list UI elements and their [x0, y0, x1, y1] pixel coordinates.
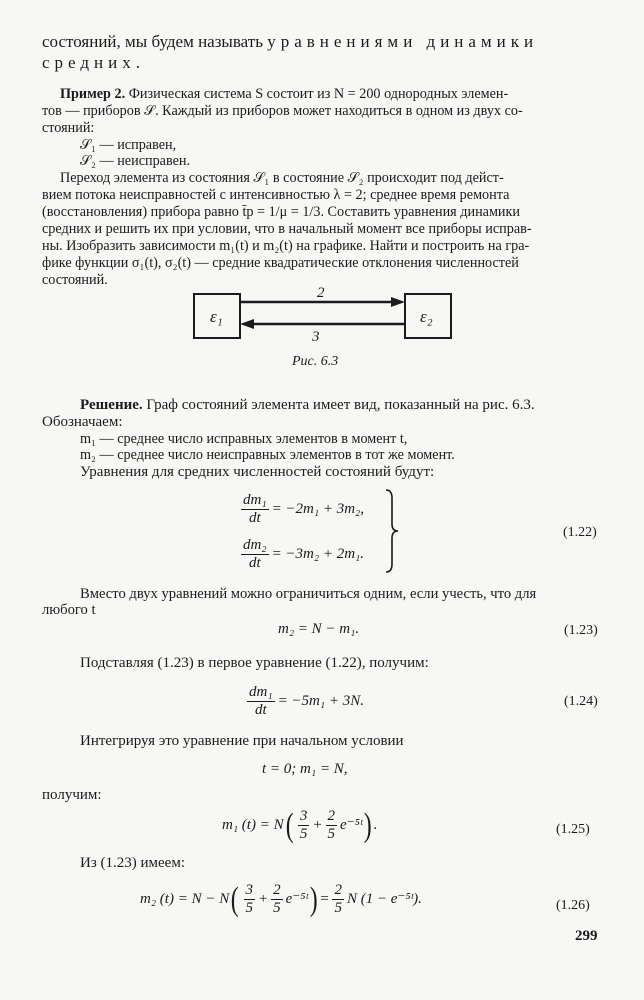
header-line-2: средних.	[42, 53, 145, 72]
header-line-1: состояний, мы будем называть уравнениями динамики	[42, 32, 539, 51]
example-line: стояний:	[42, 120, 95, 136]
right-brace-icon	[384, 488, 400, 574]
state-1-label: ε₁	[210, 307, 223, 326]
equation-number-1-23: (1.23)	[564, 623, 598, 638]
example-first-line: Пример 2. Физическая система S состоит из N = 200 однородных элемен-	[60, 86, 509, 102]
page-number: 299	[575, 928, 598, 944]
initial-condition: t = 0; m₁ = N,	[262, 761, 348, 777]
equation-1-25: m₁ (t) = N( $\frac{3}{5}$ + $\frac{2}{5}$ e⁻⁵ᵗ) .	[222, 806, 378, 844]
example-line: средних и решить их при условии, что в начальный момент все приборы исправ-	[42, 221, 532, 237]
paragraph-line: Вместо двух уравнений можно ограничиться одним, если учесть, что для	[80, 586, 537, 602]
equation-1-26: m₂ (t) = N − N( $\frac{3}{5}$ + $\frac{2}{5}$ e⁻⁵ᵗ) = $\frac{2}{5}$ N (1 − e⁻⁵ᵗ).	[140, 880, 422, 918]
solution-line: Уравнения для средних численностей состояний будут:	[80, 464, 435, 480]
paragraph-line: Интегрируя это уравнение при начальном условии	[80, 733, 404, 749]
equation-1-22-top: $\frac{\text{dm₁}}{dt}$ = −2m₁ + 3m₂,	[243, 492, 365, 527]
equation-number-1-25: (1.25)	[556, 822, 590, 837]
solution-line: m₂ — среднее число неисправных элементов в тот же момент.	[80, 447, 455, 463]
example-line: Переход элемента из состояния 𝒮₁ в состояние 𝒮₂ происходит под дейст-	[60, 170, 504, 186]
equation-number-1-24: (1.24)	[564, 694, 598, 709]
equation-1-24: $\frac{\text{dm₁}}{dt}$ = −5m₁ + 3N.	[249, 684, 364, 719]
example-line: 𝒮₂ — неисправен.	[80, 153, 191, 169]
example-line: (восстановления) прибора равно t̄р = 1/μ = 1/3. Составить уравнения динамики	[42, 204, 521, 220]
example-line: вием потока неисправностей с интенсивностью λ = 2; среднее время ремонта	[42, 187, 510, 203]
equation-number-1-22: (1.22)	[563, 525, 597, 540]
example-line: 𝒮₁ — исправен,	[80, 137, 177, 153]
example-line: фике функции σ₁(t), σ₂(t) — средние квадратические отклонения численностей	[42, 255, 519, 271]
example-line: тов — приборов 𝒮. Каждый из приборов может находиться в одном из двух со-	[42, 103, 523, 119]
arrowhead-right-icon	[391, 297, 405, 307]
equation-number-1-26: (1.26)	[556, 898, 590, 913]
solution-line: Обозначаем:	[42, 414, 123, 430]
paragraph-line: Подставляя (1.23) в первое уравнение (1.22), получим:	[80, 655, 429, 671]
arrow-bottom-label: 3	[312, 329, 320, 345]
solution-line: m₁ — среднее число исправных элементов в момент t,	[80, 431, 408, 447]
state-2-label: ε₂	[420, 307, 433, 326]
example-line: ны. Изобразить зависимости m₁(t) и m₂(t) на графике. Найти и построить на гра-	[42, 238, 530, 254]
equation-1-22-bottom: $\frac{\text{dm₂}}{dt}$ = −3m₂ + 2m₁.	[243, 537, 365, 572]
example-line: состояний.	[42, 272, 108, 288]
figure-caption: Рис. 6.3	[292, 354, 339, 369]
solution-first-line: Решение. Граф состояний элемента имеет вид, показанный на рис. 6.3.	[80, 397, 535, 413]
paragraph-line: любого t	[42, 602, 96, 618]
arrowhead-left-icon	[240, 319, 254, 329]
equation-1-23: m₂ = N − m₁.	[278, 621, 360, 637]
paragraph-line: Из (1.23) имеем:	[80, 855, 185, 871]
arrow-top-label: 2	[317, 285, 325, 301]
paragraph-line: получим:	[42, 787, 102, 803]
